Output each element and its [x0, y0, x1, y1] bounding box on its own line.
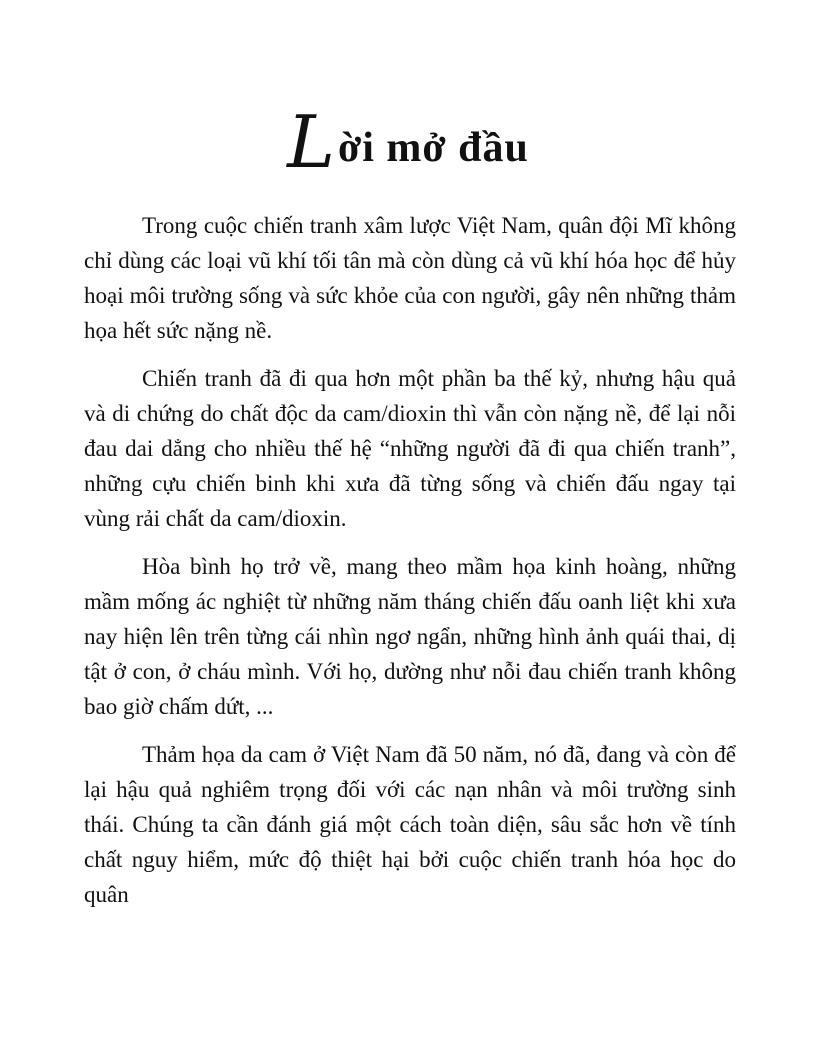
paragraph-1: Trong cuộc chiến tranh xâm lược Việt Nam, quân đội Mĩ không chỉ dùng các loại vũ khí tối tân mà còn dùng cả vũ khí hóa học để hủy hoại môi trường sống và sức khỏe của con người, gây nên những thảm họa hết sức nặng nề. [84, 213, 736, 343]
paragraph-4: Thảm họa da cam ở Việt Nam đã 50 năm, nó đã, đang và còn để lại hậu quả nghiêm trọng đối với các nạn nhân và môi trường sinh thái. Chúng ta cần đánh giá một cách toàn diện, sâu sắc hơn về tính chất nguy hiểm, mức độ thiệt hại bởi cuộc chiến tranh hóa học do quân [84, 742, 736, 907]
title-initial-letter: L [287, 100, 336, 185]
title-text: ời mở đầu [337, 125, 529, 172]
paragraph-2: Chiến tranh đã đi qua hơn một phần ba thế kỷ, nhưng hậu quả và di chứng do chất độc da cam/dioxin thì vẫn còn nặng nề, để lại nỗi đau dai dẳng cho nhiều thế hệ “những người đã đi qua chiến tranh”, những cựu chiến binh khi xưa đã từng sống và chiến đấu ngay tại vùng rải chất da cam/dioxin. [84, 366, 736, 531]
page-title [0, 100, 816, 185]
paragraph-3: Hòa bình họ trở về, mang theo mầm họa kinh hoàng, những mầm mống ác nghiệt từ những năm tháng chiến đấu oanh liệt khi xưa nay hiện lên trên từng cái nhìn ngơ ngẩn, những hình ảnh quái thai, dị tật ở con, ở cháu mình. Với họ, dường như nỗi đau chiến tranh không bao giờ chấm dứt, ... [84, 554, 736, 719]
body-text [84, 208, 736, 925]
